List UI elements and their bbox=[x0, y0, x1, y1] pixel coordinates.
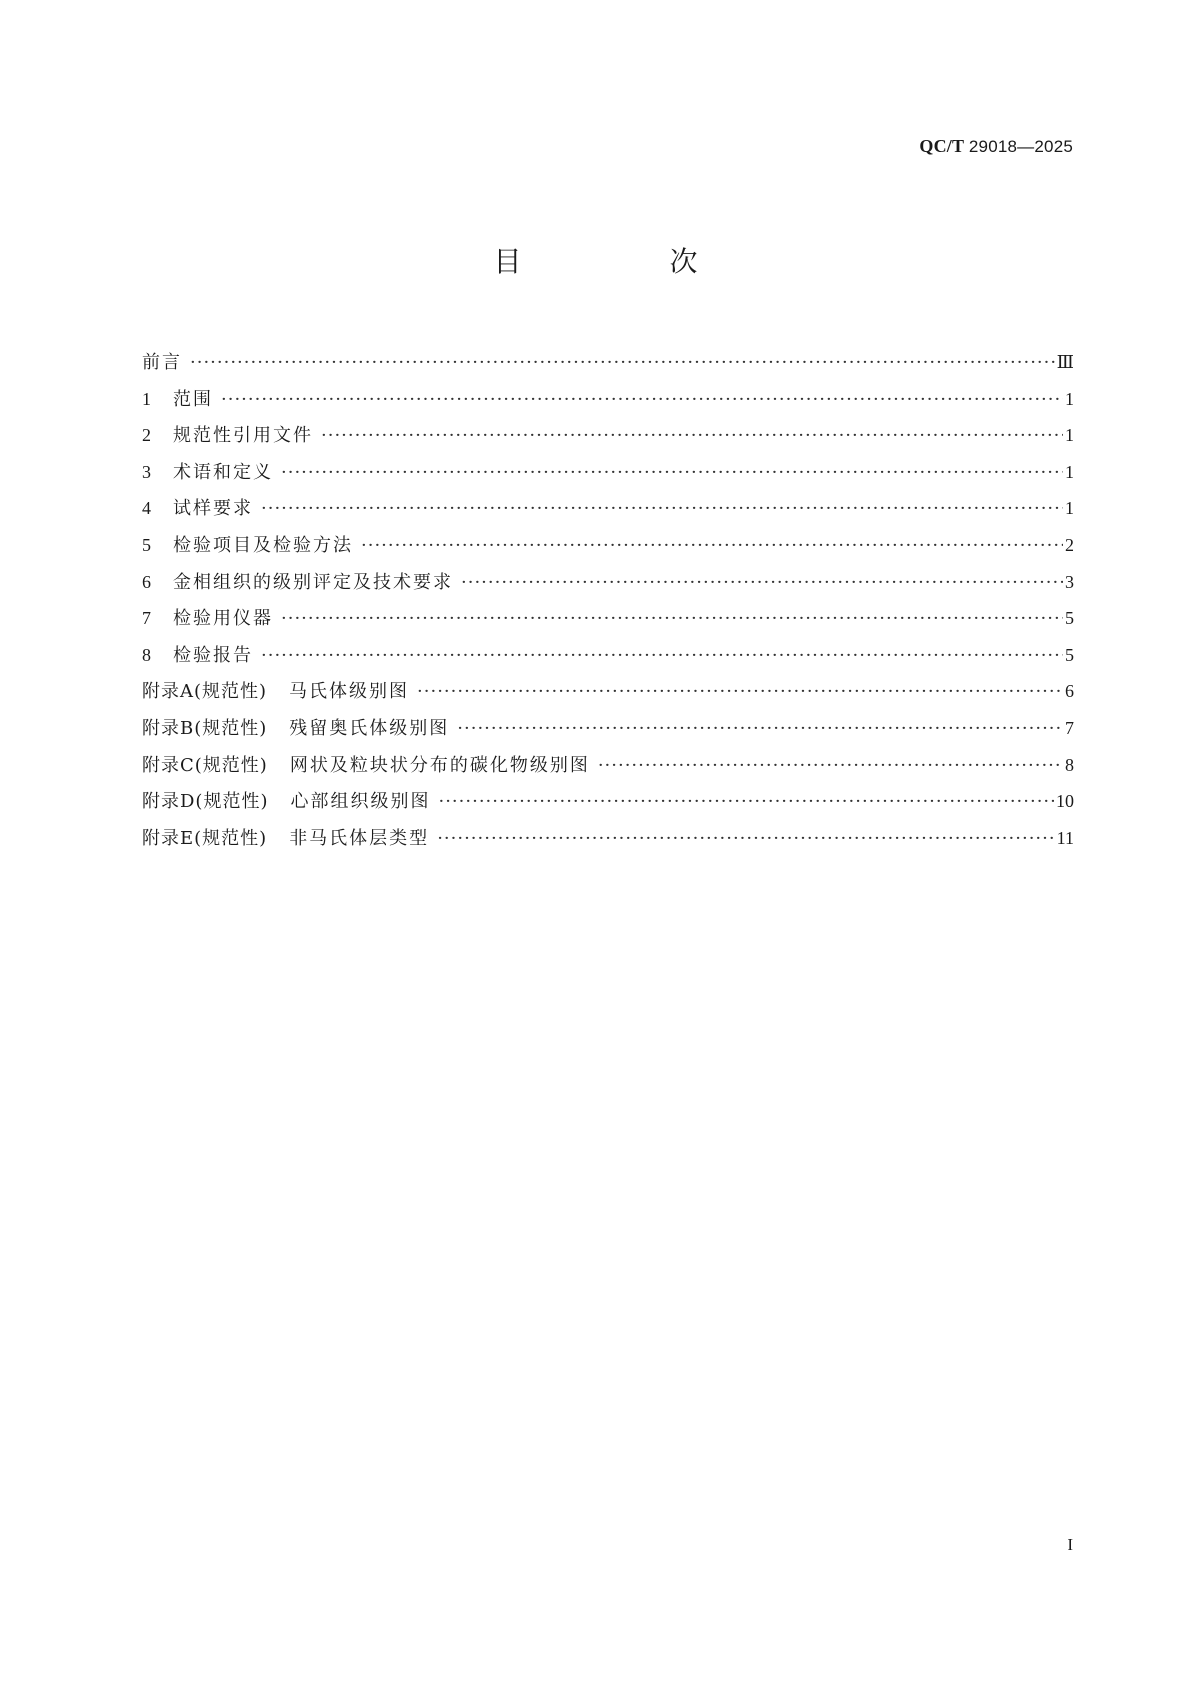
toc-entry-number: 8 bbox=[142, 644, 151, 665]
standard-code bbox=[919, 136, 1073, 157]
dot-leader bbox=[417, 674, 1063, 711]
dot-leader bbox=[321, 418, 1063, 455]
toc-entry-page: 11 bbox=[1056, 827, 1074, 848]
dot-leader bbox=[261, 638, 1063, 675]
toc-entry-page: 6 bbox=[1065, 681, 1074, 702]
toc-entry-normative-references[interactable] bbox=[142, 417, 1074, 454]
toc-entry-prefix: 附录C(规范性) bbox=[142, 754, 268, 776]
toc-entry-specimen[interactable] bbox=[142, 490, 1074, 527]
toc-entry-number: 5 bbox=[142, 534, 151, 555]
toc-entry-annex-e[interactable] bbox=[142, 820, 1074, 857]
toc-entry-label: 网状及粒块状分布的碳化物级别图 bbox=[289, 754, 590, 776]
toc-entry-page: 8 bbox=[1065, 754, 1074, 775]
toc-entry-label: 检验项目及检验方法 bbox=[173, 534, 353, 556]
toc-entry-prefix: 附录D(规范性) bbox=[142, 791, 269, 813]
toc-entry-label: 术语和定义 bbox=[173, 461, 273, 483]
toc-entry-label: 心部组织级别图 bbox=[290, 791, 431, 813]
toc-entry-foreword[interactable] bbox=[142, 344, 1074, 381]
toc-title: 目 次 bbox=[493, 245, 758, 278]
toc-entry-label: 规范性引用文件 bbox=[173, 425, 313, 447]
dot-leader bbox=[438, 784, 1054, 821]
toc-entry-report[interactable] bbox=[142, 637, 1074, 674]
standard-number: 29018—2025 bbox=[968, 137, 1073, 156]
dot-leader bbox=[281, 455, 1063, 492]
toc-entry-label: 前言 bbox=[142, 352, 182, 373]
dot-leader bbox=[361, 528, 1063, 565]
toc-entry-number: 3 bbox=[142, 461, 151, 482]
dot-leader bbox=[461, 565, 1063, 602]
toc-entry-prefix: 附录B(规范性) bbox=[142, 717, 268, 739]
toc-entry-label: 检验用仪器 bbox=[173, 608, 273, 630]
toc-entry-label: 非马氏体层类型 bbox=[289, 827, 430, 849]
toc-entry-page: Ⅲ bbox=[1056, 352, 1074, 372]
toc-entry-page: 3 bbox=[1065, 571, 1074, 592]
dot-leader bbox=[437, 821, 1054, 858]
toc-entry-inspection-methods[interactable] bbox=[142, 527, 1074, 564]
toc-entry-page: 7 bbox=[1065, 717, 1074, 738]
toc-entry-number: 2 bbox=[142, 425, 151, 446]
page-number: I bbox=[1067, 1535, 1073, 1554]
toc-entry-page: 1 bbox=[1065, 498, 1074, 519]
toc-entry-annex-c[interactable] bbox=[142, 747, 1074, 784]
dot-leader bbox=[221, 382, 1063, 419]
dot-leader bbox=[190, 345, 1055, 382]
toc-entry-label: 残留奥氏体级别图 bbox=[289, 717, 450, 739]
toc-entry-scope[interactable] bbox=[142, 381, 1074, 418]
dot-leader bbox=[261, 491, 1063, 528]
toc-entry-page: 1 bbox=[1065, 425, 1074, 446]
toc-entry-page: 5 bbox=[1065, 644, 1074, 665]
toc-entry-number: 1 bbox=[142, 388, 151, 409]
toc-entry-label: 金相组织的级别评定及技术要求 bbox=[173, 571, 453, 593]
toc-entry-page: 10 bbox=[1056, 791, 1074, 812]
toc-entry-annex-d[interactable] bbox=[142, 783, 1074, 820]
toc-entry-annex-a[interactable] bbox=[142, 673, 1074, 710]
toc-entry-label: 检验报告 bbox=[173, 644, 253, 666]
toc-entry-page: 2 bbox=[1065, 534, 1074, 555]
toc-entry-label: 试样要求 bbox=[173, 498, 253, 520]
dot-leader bbox=[457, 711, 1063, 748]
toc-entry-grading[interactable] bbox=[142, 564, 1074, 601]
toc-entry-label: 马氏体级别图 bbox=[289, 681, 410, 703]
toc-entry-prefix: 附录E(规范性) bbox=[142, 827, 268, 849]
table-of-contents bbox=[142, 344, 1074, 856]
toc-entry-page: 1 bbox=[1065, 388, 1074, 409]
toc-entry-terms[interactable] bbox=[142, 454, 1074, 491]
toc-entry-page: 1 bbox=[1065, 461, 1074, 482]
dot-leader bbox=[598, 748, 1063, 785]
toc-entry-page: 5 bbox=[1065, 608, 1074, 629]
toc-entry-instruments[interactable] bbox=[142, 600, 1074, 637]
dot-leader bbox=[281, 601, 1063, 638]
toc-entry-number: 6 bbox=[142, 571, 151, 592]
toc-entry-annex-b[interactable] bbox=[142, 710, 1074, 747]
standard-prefix: QC/T bbox=[919, 136, 965, 156]
toc-entry-label: 范围 bbox=[173, 388, 213, 410]
toc-entry-number: 4 bbox=[142, 498, 151, 519]
toc-entry-prefix: 附录A(规范性) bbox=[142, 681, 268, 703]
toc-entry-number: 7 bbox=[142, 608, 151, 629]
